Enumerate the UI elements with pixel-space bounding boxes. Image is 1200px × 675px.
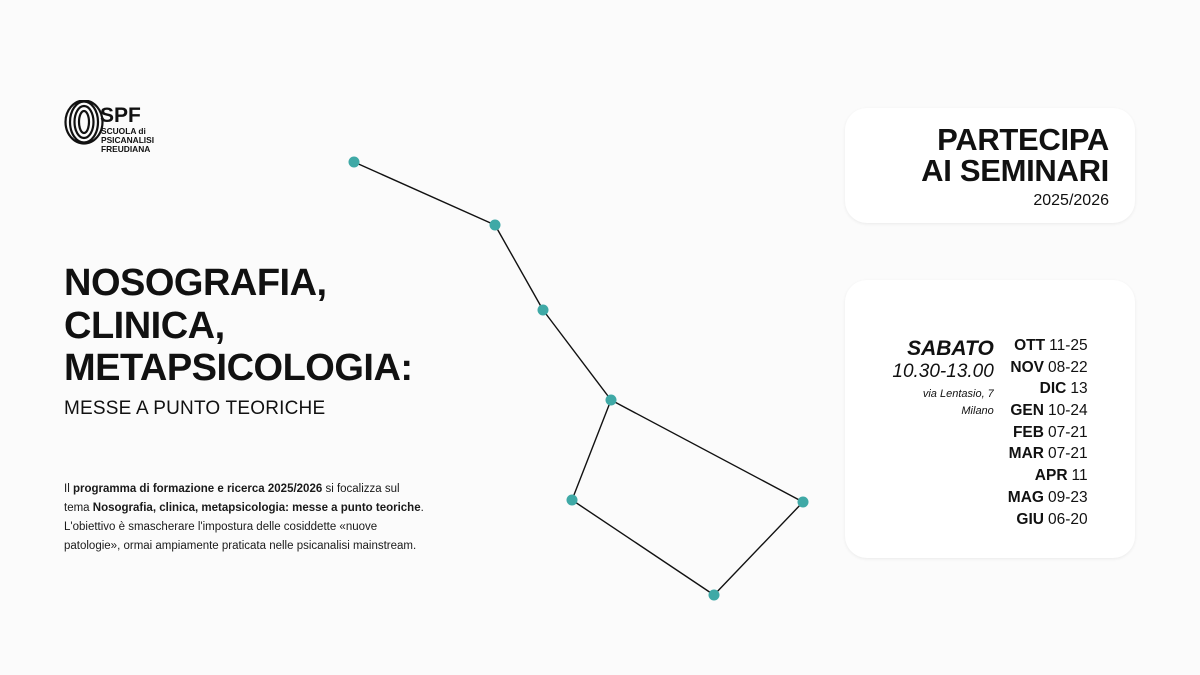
schedule-month-days: 11-25 [1049,337,1088,354]
schedule-month-row [1008,443,1088,465]
schedule-month-row [1008,509,1088,531]
constellation-dot [349,157,360,168]
spf-logo [64,100,174,160]
constellation-dot [709,590,720,601]
constellation-dot [490,220,501,231]
logo-line3: FREUDIANA [101,144,151,154]
schedule-month-row [1008,357,1088,379]
constellation-svg [300,120,900,640]
constellation-diagram [300,120,900,640]
schedule-month-name: FEB [1012,423,1044,441]
schedule-month-days: 13 [1070,380,1088,398]
constellation-dot [606,395,617,406]
schedule-when [892,335,993,530]
schedule-month-name: MAG [1007,488,1044,506]
fingerprint-icon [64,100,174,162]
schedule-content [892,280,1087,530]
schedule-month-name: OTT [1014,337,1046,354]
schedule-month-row [1008,487,1088,509]
schedule-month-name: DIC [1039,380,1067,398]
schedule-month-row [1008,400,1088,422]
schedule-month-row [1008,422,1088,444]
schedule-card [845,280,1135,558]
schedule-month-name: APR [1034,467,1068,485]
schedule-month-row [1008,465,1088,487]
constellation-edge [543,310,611,400]
constellation-dots [349,157,809,601]
constellation-edge [572,500,714,595]
cta-card [845,108,1135,223]
schedule-month-days: 11 [1071,467,1088,485]
schedule-address-line-1: via Lentasio, 7 [922,387,994,400]
title-line-3: METAPSICOLOGIA: [64,347,413,390]
logo-line1: SCUOLA di [101,126,146,136]
constellation-dot [538,305,549,316]
schedule-month-row [1008,335,1088,357]
schedule-time: 10.30-13.00 [892,361,994,383]
paragraph-bold-1: programma di formazione e ricerca 2025/2026 [72,483,323,495]
schedule-month-days: 10-24 [1047,402,1088,420]
constellation-edge [354,162,495,225]
constellation-edges [354,162,803,595]
cta-headline-line-2: AI SEMINARI [921,153,1109,188]
page-subtitle: MESSE A PUNTO TEORICHE [64,397,326,419]
cta-headline-line-1: PARTECIPA [937,122,1109,157]
constellation-edge [495,225,543,310]
schedule-month-name: NOV [1010,358,1044,376]
paragraph-part-2: si focalizza sul tema [64,483,400,514]
cta-headline [845,108,1135,186]
logo-line2: PSICANALISI [101,135,155,145]
logo-acronym: SPF [100,104,141,127]
constellation-dot [567,495,578,506]
schedule-month-days: 09-23 [1047,488,1088,506]
schedule-month-days: 07-21 [1047,423,1088,441]
title-line-1: NOSOGRAFIA, [64,262,327,304]
schedule-month-name: GEN [1010,402,1044,420]
schedule-address-line-2: Milano [961,405,994,418]
schedule-months-list [1008,335,1088,530]
constellation-edge [714,502,803,595]
constellation-edge [572,400,611,500]
schedule-month-days: 06-20 [1047,510,1088,528]
constellation-edge [611,400,803,502]
schedule-month-days: 07-21 [1047,445,1088,463]
cta-years: 2025/2026 [1033,192,1109,209]
paragraph-bold-2: Nosografia, clinica, metapsicologia: messe a punto teoriche [92,501,421,514]
title-line-2: CLINICA, [64,304,225,347]
schedule-month-name: GIU [1016,510,1044,528]
paragraph-part-1: Il [64,483,73,495]
schedule-month-name: MAR [1008,445,1044,463]
schedule-month-row [1008,378,1088,400]
schedule-day: SABATO [907,337,994,360]
constellation-dot [798,497,809,508]
schedule-month-days: 08-22 [1047,358,1088,376]
paragraph-part-3: . L'obiettivo è smascherare l'impostura delle cosiddette «nuove patologie», ormai ampiamente praticata nelle psicanalisi mainstream. [64,501,424,552]
